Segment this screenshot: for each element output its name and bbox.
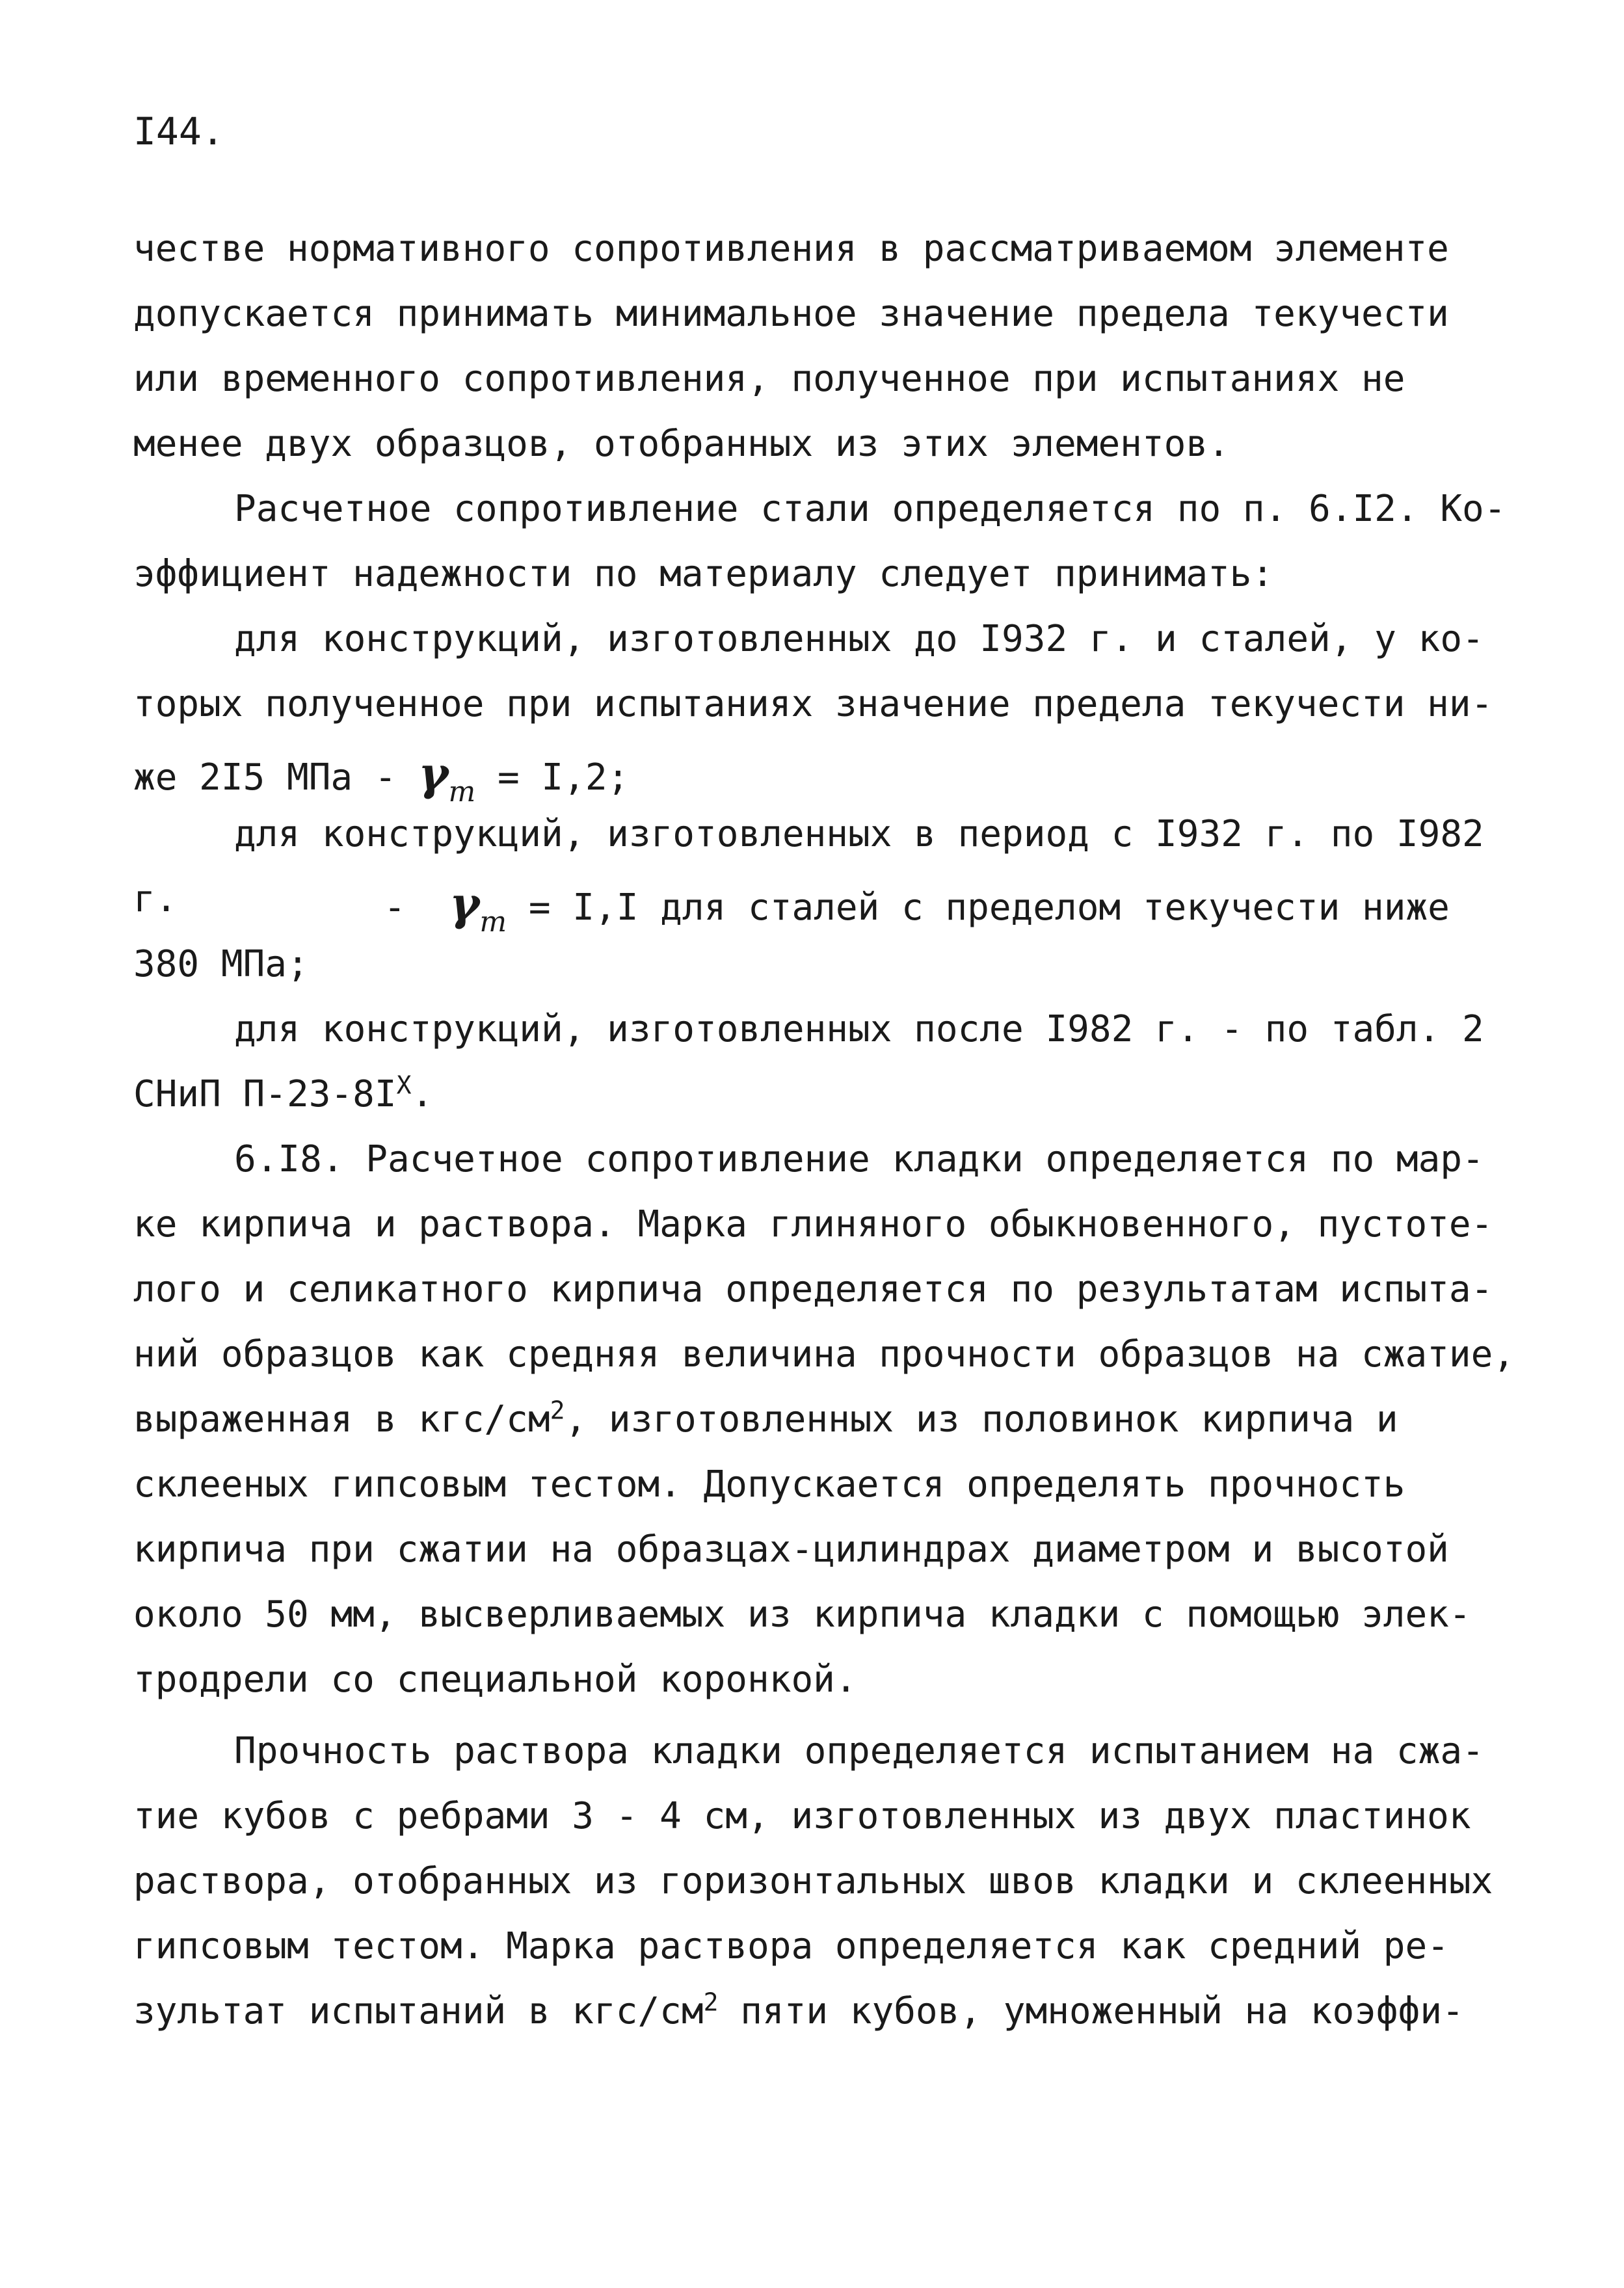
text-line: для конструкций, изготовленных в период с I932 г. по I982 [234, 813, 1484, 855]
text-segment: пяти кубов, умноженный на коэффи- [718, 1990, 1464, 2032]
text-line: тродрели со специальной коронкой. [133, 1658, 857, 1701]
gamma-subscript: m [448, 775, 476, 808]
formula-value: = I,2; [497, 756, 630, 799]
text-line: ке кирпича и раствора. Марка глиняного обыкновенного, пустоте- [133, 1203, 1493, 1245]
text-line: для конструкций, изготовленных после I982 г. - по табл. 2 [234, 1008, 1484, 1050]
text-segment: выраженная в кгс/см [133, 1398, 550, 1441]
text-line: ний образцов как средняя величина прочности образцов на сжатие, [133, 1333, 1515, 1376]
snip-superscript: X [396, 1071, 412, 1100]
superscript: 2 [703, 1988, 719, 2017]
text-line-kgs [133, 1988, 1464, 2032]
snip-tail: . [411, 1073, 434, 1115]
text-line: торых полученное при испытаниях значение предела текучести ни- [133, 683, 1493, 725]
text-line: для конструкций, изготовленных до I932 г. и сталей, у ко- [234, 618, 1484, 660]
snip-reference [133, 1071, 434, 1115]
text-line: честве нормативного сопротивления в рассматриваемом элементе [133, 228, 1449, 270]
text-segment: , изготовленных из половинок кирпича и [565, 1398, 1398, 1441]
text-line: Прочность раствора кладки определяется испытанием на сжа- [234, 1730, 1484, 1772]
text-line: допускается принимать минимальное значение предела текучести [133, 293, 1449, 335]
snip-text: СНиП П-23-8I [133, 1073, 397, 1115]
formula-prefix: г. [133, 878, 178, 920]
text-line: около 50 мм, высверливаемых из кирпича кладки с помощью элек- [133, 1593, 1471, 1636]
text-line: гипсовым тестом. Марка раствора определяется как средний ре- [133, 1925, 1449, 1967]
text-line: склееных гипсовым тестом. Допускается определять прочность [133, 1463, 1405, 1506]
text-line: кирпича при сжатии на образцах-цилиндрах диаметром и высотой [133, 1528, 1449, 1571]
text-line: Расчетное сопротивление стали определяется по п. 6.I2. Ко- [234, 488, 1506, 530]
text-segment: зультат испытаний в кгс/см [133, 1990, 704, 2032]
formula-dash: - [384, 886, 406, 929]
text-line: менее двух образцов, отобранных из этих элементов. [133, 423, 1230, 465]
formula-prefix: же 2I5 МПа - [133, 756, 397, 799]
formula-gamma-m-2 [133, 878, 178, 920]
gamma-subscript: m [479, 905, 507, 938]
formula-gamma-m-2-body [384, 877, 1450, 938]
formula-value: = I,I для сталей с пределом текучести ниже [528, 886, 1450, 929]
page-number: I44. [133, 109, 224, 153]
text-line: эффициент надежности по материалу следует принимать: [133, 553, 1274, 595]
text-line: тие кубов с ребрами 3 - 4 см, изготовленных из двух пластинок [133, 1795, 1471, 1837]
text-line: или временного сопротивления, полученное при испытаниях не [133, 358, 1405, 400]
text-line: раствора, отобранных из горизонтальных швов кладки и склеенных [133, 1860, 1493, 1902]
text-line: 380 МПа; [133, 943, 309, 985]
superscript: 2 [550, 1396, 565, 1425]
text-line-kgs [133, 1396, 1398, 1441]
gamma-symbol: γ [449, 877, 480, 931]
text-line: лого и селикатного кирпича определяется по результатам испыта- [133, 1268, 1493, 1310]
formula-gamma-m-1 [133, 747, 630, 808]
gamma-symbol: γ [418, 747, 449, 801]
text-line: 6.I8. Расчетное сопротивление кладки определяется по мар- [234, 1138, 1484, 1180]
